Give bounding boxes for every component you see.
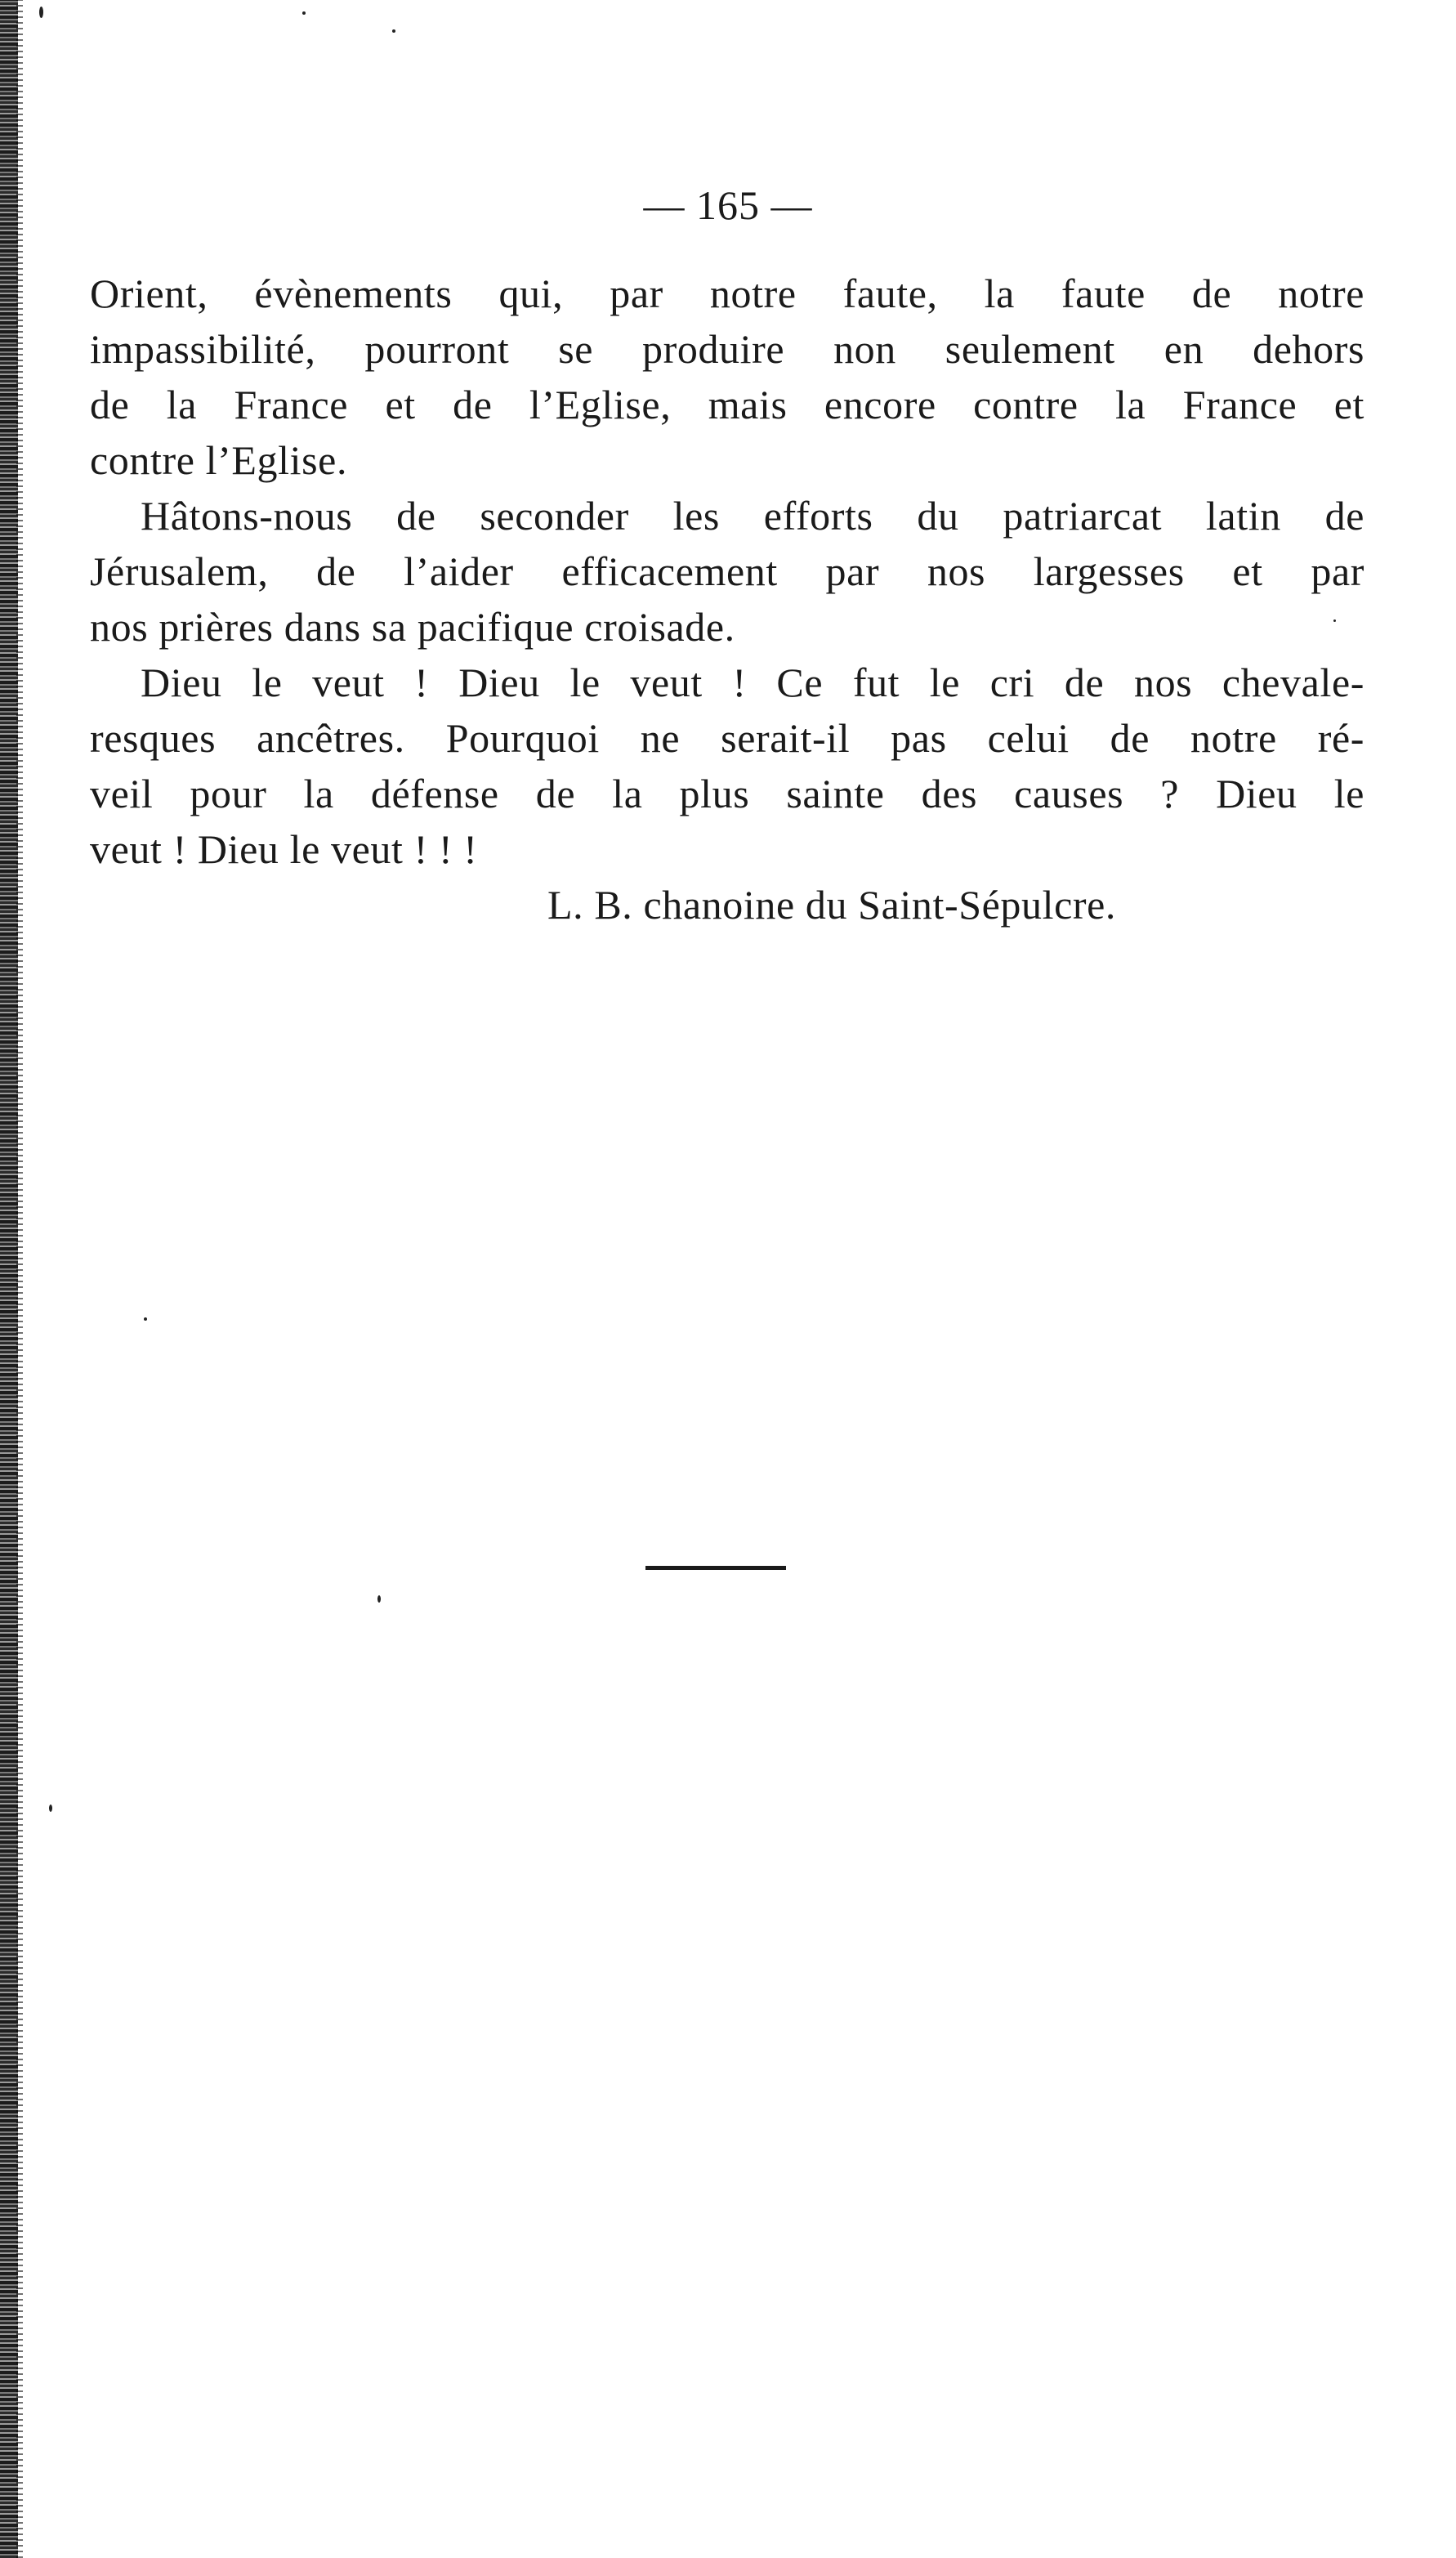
text-line: veil pour la défense de la plus sainte des causes ? Dieu le xyxy=(90,771,1364,816)
end-rule xyxy=(645,1566,786,1570)
scanned-binding-edge xyxy=(0,0,18,2558)
text-line: contre l’Eglise. xyxy=(90,437,348,483)
text-line: Dieu le veut ! Dieu le veut ! Ce fut le cri de nos chevale- xyxy=(141,660,1364,705)
text-line: Hâtons-nous de seconder les efforts du patriarcat latin de xyxy=(141,493,1364,539)
paragraph xyxy=(90,488,1364,655)
scan-speck xyxy=(392,29,395,33)
scan-speck xyxy=(377,1595,381,1603)
paragraph xyxy=(90,655,1364,877)
text-line: Jérusalem, de l’aider efficacement par nos largesses et par xyxy=(90,548,1364,594)
scan-speck xyxy=(39,7,43,18)
scan-speck xyxy=(144,1317,147,1321)
page-number: — 165 — xyxy=(643,182,813,228)
signature: L. B. chanoine du Saint-Sépulcre. xyxy=(547,882,1117,928)
text-line: nos prières dans sa pacifique croisade. xyxy=(90,604,735,650)
body-text xyxy=(90,266,1364,932)
text-line: Orient, évènements qui, par notre faute, la faute de notre xyxy=(90,271,1364,316)
text-line: veut ! Dieu le veut ! ! ! xyxy=(90,826,478,872)
scan-speck xyxy=(49,1804,52,1812)
text-line: de la France et de l’Eglise, mais encore contre la France et xyxy=(90,382,1364,427)
text-line: impassibilité, pourront se produire non seulement en dehors xyxy=(90,326,1364,372)
paragraph xyxy=(90,266,1364,488)
text-line: resques ancêtres. Pourquoi ne serait-il pas celui de notre ré- xyxy=(90,715,1364,761)
scan-speck xyxy=(302,11,306,15)
